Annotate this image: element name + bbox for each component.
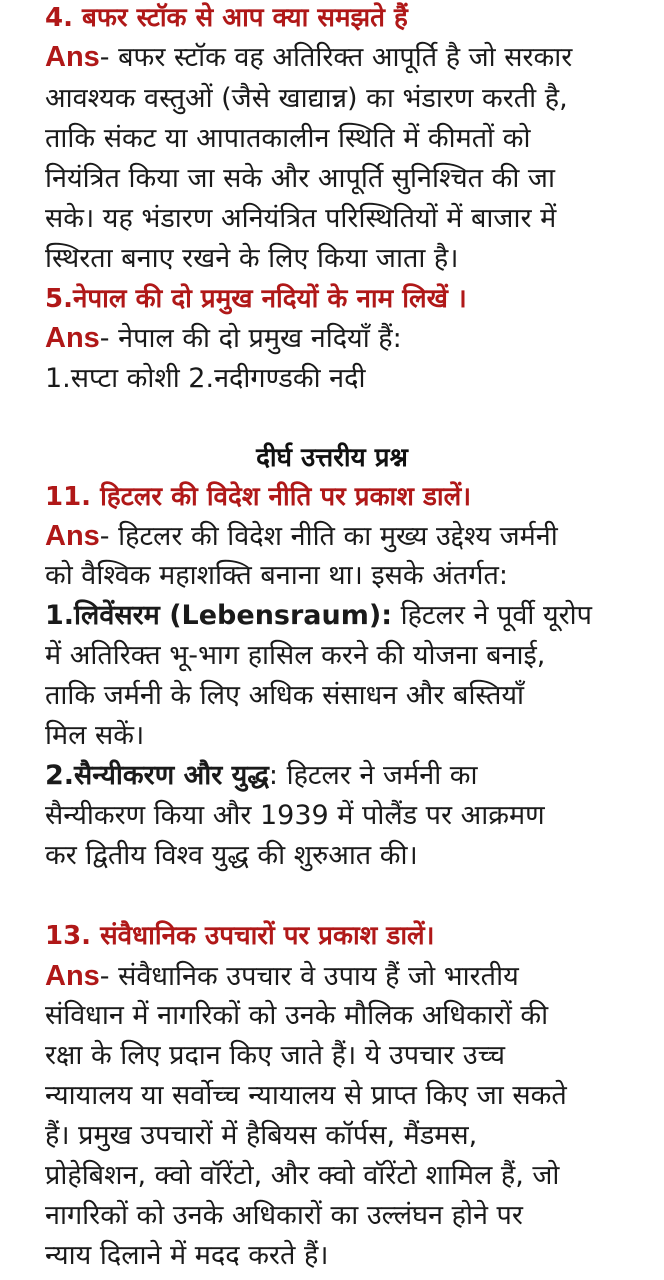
answer-4-line-5: सके। यह भंडारण अनियंत्रित परिस्थितियों में बाजार में: [45, 203, 557, 234]
point-2-text: : हिटलर ने जर्मनी का: [268, 760, 478, 791]
answer-text: - नेपाल की दो प्रमुख नदियाँ हैं:: [99, 323, 402, 354]
answer-13-line-7: नागरिकों को उनके अधिकारों का उल्लंघन होने पर: [45, 1200, 523, 1231]
section-heading: दीर्घ उत्तरीय प्रश्न: [256, 443, 408, 473]
answer-11-line-1: [45, 517, 558, 555]
answer-label: Ans: [45, 960, 100, 992]
question-13-title: 13. संवैधानिक उपचारों पर प्रकाश डालें।: [45, 921, 435, 951]
answer-11-line-4: में अतिरिक्त भू-भाग हासिल करने की योजना बनाई,: [45, 640, 546, 671]
answer-5-line-2: 1.सप्टा कोशी 2.नदीगण्डकी नदी: [45, 363, 366, 394]
question-11-title: 11. हिटलर की विदेश नीति पर प्रकाश डालें।: [45, 482, 472, 512]
answer-4-line-1: [45, 38, 572, 76]
answer-11-line-5: ताकि जर्मनी के लिए अधिक संसाधन और बस्तियाँ: [45, 680, 524, 711]
answer-13-line-8: न्याय दिलाने में मदद करते हैं।: [45, 1240, 329, 1271]
answer-text: - संवैधानिक उपचार वे उपाय हैं जो भारतीय: [99, 961, 519, 992]
answer-label: Ans: [45, 41, 100, 73]
answer-4-line-6: स्थिरता बनाए रखने के लिए किया जाता है।: [45, 243, 459, 274]
answer-5-line-1: [45, 319, 402, 357]
question-4-title: 4. बफर स्टॉक से आप क्या समझते हैं: [45, 3, 408, 33]
answer-text: - हिटलर की विदेश नीति का मुख्य उद्देश्य जर्मनी: [99, 521, 558, 552]
point-1-text: हिटलर ने पूर्वी यूरोप: [392, 600, 592, 631]
answer-text: - बफर स्टॉक वह अतिरिक्त आपूर्ति है जो सरकार: [99, 42, 573, 73]
answer-11-line-8: सैन्यीकरण किया और 1939 में पोलैंड पर आक्रमण: [45, 800, 545, 831]
answer-11-line-9: कर द्वितीय विश्व युद्ध की शुरुआत की।: [45, 840, 418, 871]
answer-13-line-6: प्रोहेबिशन, क्वो वॉरेंटो, और क्वो वॉरेंटो शामिल हैं, जो: [45, 1160, 560, 1191]
answer-11-point-2: [45, 757, 478, 795]
answer-11-line-6: मिल सकें।: [45, 720, 145, 751]
question-5-title: 5.नेपाल की दो प्रमुख नदियों के नाम लिखें ।: [45, 284, 467, 314]
answer-11-point-1: [45, 597, 592, 635]
answer-13-line-1: [45, 957, 519, 995]
point-1-title: 1.लिवेंसरम (Lebensraum):: [45, 600, 393, 631]
answer-13-line-3: रक्षा के लिए प्रदान किए जाते हैं। ये उपचार उच्च: [45, 1040, 506, 1071]
answer-13-line-5: हैं। प्रमुख उपचारों में हैबियस कॉर्पस, मैंडमस,: [45, 1120, 478, 1151]
answer-4-line-4: नियंत्रित किया जा सके और आपूर्ति सुनिश्चित की जा: [45, 163, 555, 194]
answer-4-line-3: ताकि संकट या आपातकालीन स्थिति में कीमतों को: [45, 123, 531, 154]
answer-11-line-2: को वैश्विक महाशक्ति बनाना था। इसके अंतर्गत:: [45, 560, 508, 591]
answer-label: Ans: [45, 322, 100, 354]
point-2-title: 2.सैन्यीकरण और युद्ध: [45, 760, 269, 791]
answer-label: Ans: [45, 520, 100, 552]
answer-4-line-2: आवश्यक वस्तुओं (जैसे खाद्यान्न) का भंडारण करती है,: [45, 83, 568, 114]
answer-13-line-4: न्यायालय या सर्वोच्च न्यायालय से प्राप्त किए जा सकते: [45, 1080, 567, 1111]
answer-13-line-2: संविधान में नागरिकों को उनके मौलिक अधिकारों की: [45, 1000, 549, 1031]
